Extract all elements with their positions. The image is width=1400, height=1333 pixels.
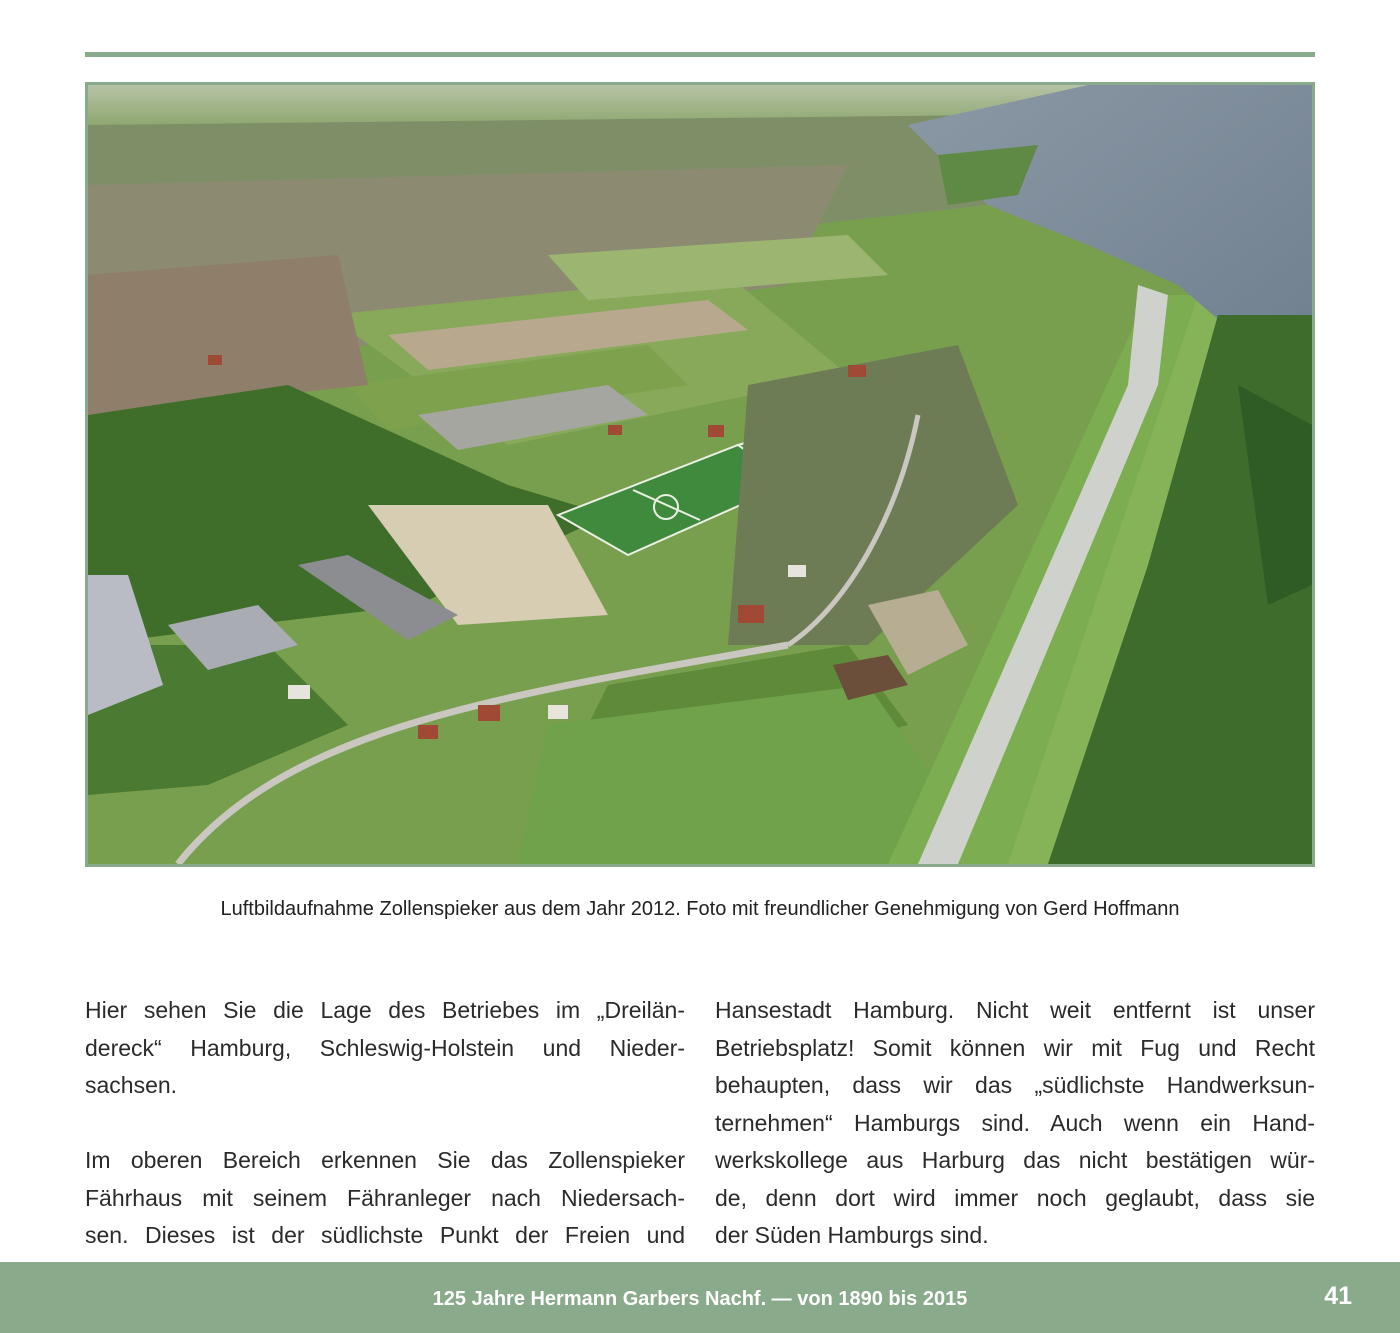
text-line: ternehmen“ Hamburgs sind. Auch wenn ein Hand- — [715, 1109, 1315, 1136]
photo-caption: Luftbildaufnahme Zollenspieker aus dem Jahr 2012. Foto mit freundlicher Genehmigung von Gerd Hoffmann — [220, 898, 1180, 920]
text-line: de, denn dort wird immer noch geglaubt, dass sie — [715, 1184, 1315, 1211]
text-line: Betriebsplatz! Somit können wir mit Fug und Recht — [715, 1034, 1315, 1061]
text-line: werkskollege aus Harburg das nicht bestätigen wür- — [715, 1147, 1315, 1173]
text-column-left — [85, 992, 685, 1255]
text-line: Im oberen Bereich erkennen Sie das Zollenspieker — [85, 1147, 685, 1173]
text-line: sen. Dieses ist der südlichste Punkt der Freien und — [85, 1222, 685, 1248]
footer-title: 125 Jahre Hermann Garbers Nachf. — von 1890 bis 2015 — [432, 1288, 968, 1310]
text-line: Fährhaus mit seinem Fähranleger nach Niedersach- — [85, 1184, 685, 1211]
text-line: der Süden Hamburgs sind. — [715, 1222, 989, 1248]
paragraph-1 — [85, 992, 685, 1105]
aerial-photo — [85, 82, 1315, 867]
text-line: sachsen. — [85, 1072, 178, 1098]
page-footer — [0, 1262, 1400, 1333]
text-line: Hansestadt Hamburg. Nicht weit entfernt ist unser — [715, 997, 1315, 1023]
text-line: Hier sehen Sie die Lage des Betriebes im „Dreilän- — [85, 997, 685, 1023]
top-divider — [85, 52, 1315, 57]
text-line: dereck“ Hamburg, Schleswig-Holstein und Nieder- — [85, 1034, 685, 1061]
paragraph-2 — [85, 1142, 685, 1255]
page-number: 41 — [1324, 1282, 1352, 1310]
aerial-photo-illustration — [88, 85, 1312, 864]
text-column-right — [715, 992, 1315, 1255]
text-line: behaupten, dass wir das „südlichste Handwerksun- — [715, 1072, 1315, 1098]
